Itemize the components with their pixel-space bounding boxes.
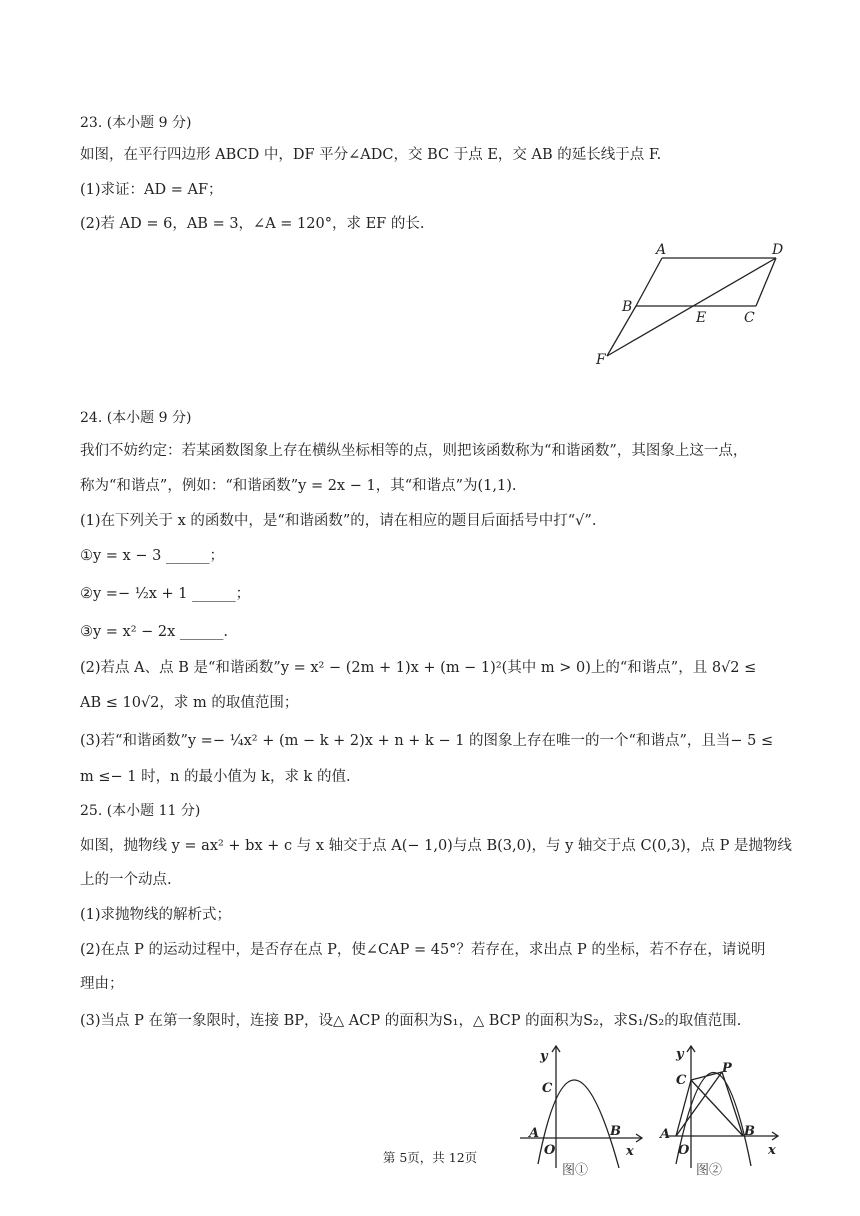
q24-option2: ②y =− ½x + 1 ______；	[80, 586, 251, 602]
label-A: A	[656, 242, 667, 258]
fig1-label-x: x	[626, 1144, 634, 1159]
fig1-label-A: A	[529, 1126, 540, 1141]
q24-option3: ③y = x² − 2x ______.	[80, 624, 229, 640]
fig2-label-x: x	[768, 1143, 776, 1158]
q23-stem: 如图，在平行四边形 ABCD 中，DF 平分∠ADC，交 BC 于点 E，交 AB 的延长线于点 F.	[80, 147, 662, 163]
q24-stem-2: 称为“和谐点”，例如：“和谐函数”y = 2x − 1，其“和谐点”为(1,1).	[80, 478, 517, 494]
q24-part3-b: m ≤− 1 时，n 的最小值为 k，求 k 的值.	[80, 769, 351, 785]
fig2-label-y: y	[676, 1047, 684, 1062]
label-B: B	[622, 299, 633, 315]
label-F: F	[596, 352, 606, 368]
fig1-label-O: O	[544, 1143, 556, 1158]
q23-title: 23. (本小题 9 分)	[80, 115, 192, 131]
q24-stem-1: 我们不妨约定：若某函数图象上存在横纵坐标相等的点，则把该函数称为“和谐函数”，其图象上这一点，	[80, 443, 748, 459]
q23-parallelogram-figure	[590, 240, 800, 370]
fig2-label-B: B	[744, 1124, 755, 1139]
q25-part2-b: 理由；	[80, 976, 124, 992]
fig2-label-A: A	[660, 1127, 671, 1142]
q24-part3-a: (3)若“和谐函数”y =− ¼x² + (m − k + 2)x + n + k − 1 的图象上存在唯一的一个“和谐点”，且当− 5 ≤	[80, 733, 774, 749]
q25-stem-1: 如图，抛物线 y = ax² + bx + c 与 x 轴交于点 A(− 1,0)与点 B(3,0)，与 y 轴交于点 C(0,3)，点 P 是抛物线	[80, 838, 792, 854]
page-footer: 第 5页，共 12页	[382, 1150, 478, 1165]
q24-part2-b: AB ≤ 10√2，求 m 的取值范围；	[80, 695, 299, 711]
q24-part2-a: (2)若点 A、点 B 是“和谐函数”y = x² − (2m + 1)x + (m − 1)²(其中 m > 0)上的“和谐点”，且 8√2 ≤	[80, 660, 757, 676]
q25-stem-2: 上的一个动点.	[80, 872, 172, 888]
q24-title: 24. (本小题 9 分)	[80, 410, 192, 426]
fig1-label-C: C	[542, 1081, 553, 1096]
label-D: D	[772, 242, 784, 258]
q25-part2-a: (2)在点 P 的运动过程中，是否存在点 P，使∠CAP = 45°？若存在，求出点 P 的坐标，若不存在，请说明	[80, 942, 766, 958]
q25-part1: (1)求抛物线的解析式；	[80, 907, 232, 923]
fig2-caption: 图②	[696, 1163, 723, 1178]
q23-part1: (1)求证：AD = AF；	[80, 182, 223, 198]
label-C: C	[744, 310, 755, 326]
q24-part1: (1)在下列关于 x 的函数中，是“和谐函数”的，请在相应的题目后面括号中打“√”.	[80, 513, 597, 529]
q24-option1: ①y = x − 3 ______；	[80, 548, 224, 564]
label-E: E	[696, 310, 707, 326]
fig1-label-y: y	[540, 1049, 548, 1064]
fig2-label-C: C	[676, 1073, 687, 1088]
fig1-caption: 图①	[562, 1163, 589, 1178]
q25-part3: (3)当点 P 在第一象限时，连接 BP，设△ ACP 的面积为S₁，△ BCP 的面积为S₂，求S₁/S₂的取值范围.	[80, 1013, 742, 1029]
q23-part2: (2)若 AD = 6，AB = 3，∠A = 120°，求 EF 的长.	[80, 216, 425, 232]
q25-title: 25. (本小题 11 分)	[80, 803, 201, 819]
fig1-label-B: B	[610, 1124, 621, 1139]
fig2-label-P: P	[722, 1061, 732, 1076]
fig2-label-O: O	[678, 1143, 690, 1158]
